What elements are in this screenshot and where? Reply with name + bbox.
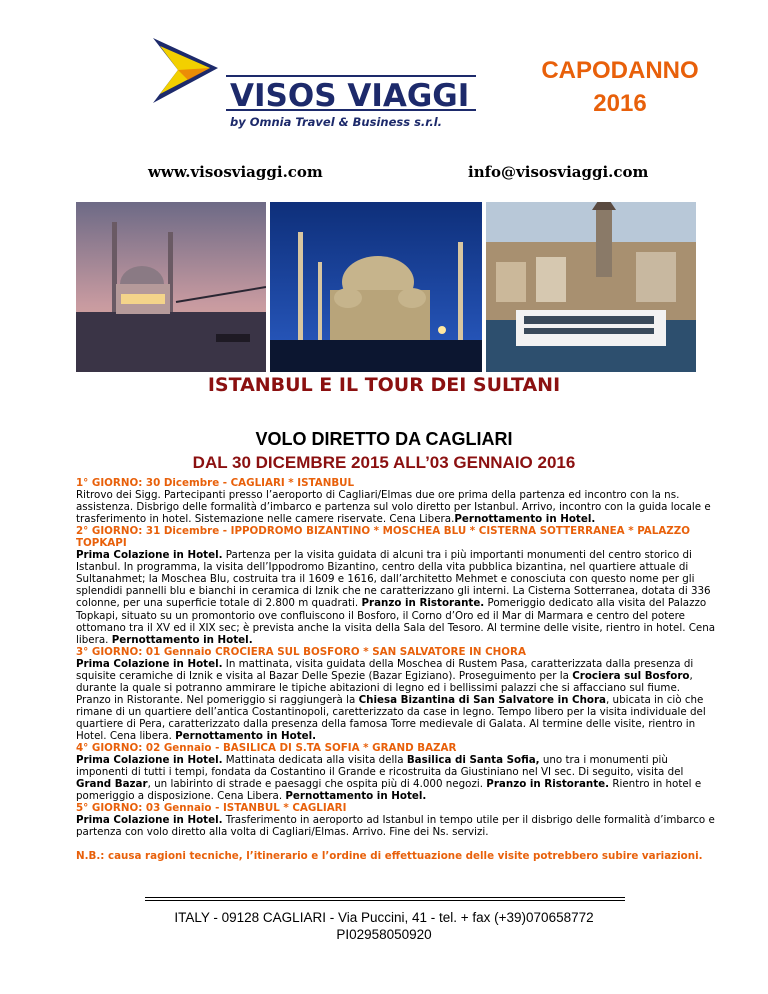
day5-text1: Trasferimento in aeroporto ad Istanbul in tempo utile per il disbrigo delle formalità d’imbarco e partenza con volo diretto alla volta di Cagliari/Elmas. Arrivo. Fine dei Ns. servizi. [76, 814, 715, 839]
event-title-line2: 2016 [593, 90, 647, 117]
logo-arrow-icon [148, 28, 478, 133]
footer-divider-2 [145, 900, 625, 902]
day1-text: Ritrovo dei Sigg. Partecipanti presso l’aeroporto di Cagliari/Elmas due ore prima della partenza ed incontro con la ns. assistenza. Disbrigo delle formalità d’imbarco e partenza sul volo diretto per Istanbul. Arrivo, incontro con la guida locale e trasferimento in hotel. Sistemazione nelle camere riservate. Cena Libera. [76, 489, 711, 526]
website-link[interactable]: www.visosviaggi.com [148, 163, 323, 181]
brand-name: VISOS VIAGGI [230, 78, 470, 114]
day4-bold1: Prima Colazione in Hotel. [76, 754, 223, 767]
day3-text1: In mattinata, visita guidata della Moschea di Rustem Pasa, caratterizzata dalla presenza di squisite ceramiche di Iznik e visita al Bazar Delle Spezie (Bazar Egiziano). Proseguimento per la [76, 657, 694, 682]
day2-text1: Partenza per la visita guidata di alcuni tra i più importanti monumenti del centro storico di Istanbul. In programma, la visita dell’Ippodromo Bizantino, centro della vita pubblica bizantina, nel quartiere attuale di Sultanahmet; la Moschea Blu, costruita tra il 1609 e 1616, dall’architetto Mehmet e conosciuta con questo nome per gli splendidi pannelli blu e bianchi in ceramica di Iznik che ne caratterizzano gli interni. La Cisterna Sotterranea, dotata di 336 colonne, per una superficie totale di 2.800 m quadrati. [76, 549, 711, 610]
day5-bold1: Prima Colazione in Hotel. [76, 814, 223, 827]
day2-bold3: Pernottamento in Hotel. [111, 633, 253, 646]
footer [0, 909, 768, 943]
galata-tower-ferry-photo-icon [486, 202, 696, 372]
photo-galata-ferry [486, 202, 696, 372]
day2-bold1: Prima Colazione in Hotel. [76, 549, 223, 562]
day3-bold2: Crociera sul Bosforo [572, 669, 690, 682]
date-title: DAL 30 DICEMBRE 2015 ALL’03 GENNAIO 2016 [192, 453, 576, 472]
day3-bold3: Chiesa Bizantina di San Salvatore in Chora [358, 693, 606, 706]
day4-bold2: Basilica di Santa Sofia, [406, 754, 540, 767]
day2-text2: Pomeriggio dedicato alla visita del Palazzo Topkapi, situato su un promontorio ove confluiscono il Bosforo, il Corno d’Oro ed il Mar di Marmara e centro del potere ottomano tra il XV ed il XIX sec; è prevista anche la visita della Sala del Tesoro. Al termine delle visite, rientro in hotel. Cena libera. [76, 597, 716, 646]
day4-text3: , un labirinto di strade e paesaggi che ospita più di 4.000 negozi. [147, 778, 487, 791]
photo-blue-mosque [270, 202, 482, 372]
itinerary [76, 477, 716, 862]
day4-bold4: Pranzo in Ristorante. [486, 778, 610, 791]
email-link[interactable]: info@visosviaggi.com [468, 163, 649, 181]
day3-title: 3° GIORNO: 01 Gennaio CROCIERA SUL BOSFORO * SAN SALVATORE IN CHORA [76, 645, 526, 658]
day4-title: 4° GIORNO: 02 Gennaio - BASILICA DI S.TA SOFIA * GRAND BAZAR [76, 742, 457, 755]
day3-section [76, 646, 716, 742]
day2-bold2: Pranzo in Ristorante. [361, 597, 485, 610]
day4-text2: uno tra i monumenti più imponenti di tutti i tempi, fondata da Costantino il Grande e ricostruita da Giustiniano nel VI sec. Di seguito, visita del [76, 754, 684, 779]
mosque-sunset-photo-icon [76, 202, 266, 372]
day1-title: 1° GIORNO: 30 Dicembre - CAGLIARI * ISTANBUL [76, 477, 355, 489]
main-title: ISTANBUL E IL TOUR DEI SULTANI [207, 374, 561, 396]
footer-vat: PI02958050920 [336, 927, 432, 942]
photo-mosque-sunset [76, 202, 266, 372]
day4-bold5: Pernottamento in Hotel. [285, 790, 427, 803]
footer-divider [145, 897, 625, 899]
day3-bold1: Prima Colazione in Hotel. [76, 657, 223, 670]
brand-sub: by Omnia Travel & Business s.r.l. [230, 115, 443, 129]
day3-text2: , durante la quale si potranno ammirare le tipiche abitazioni di legno ed i bellissimi palazzi che si affacciano sul fiume. Pranzo in Ristorante. Nel pomeriggio si raggiungerà la [76, 669, 693, 706]
day1-bold: Pernottamento in Hotel. [454, 513, 596, 526]
day4-text1: Mattinata dedicata alla visita della [222, 754, 407, 767]
day5-section [76, 802, 716, 838]
day4-bold3: Grand Bazar [76, 778, 148, 791]
day4-text4: Rientro in hotel e pomeriggio a disposizione. Cena Libera. [76, 778, 702, 803]
day1-section [76, 477, 716, 525]
note: N.B.: causa ragioni tecniche, l’itinerario e l’ordine di effettuazione delle visite potrebbero subire variazioni. [76, 850, 703, 863]
day5-title: 5° GIORNO: 03 Gennaio - ISTANBUL * CAGLIARI [76, 802, 347, 815]
sub-title: VOLO DIRETTO DA CAGLIARI [255, 429, 513, 449]
day2-title: 2° GIORNO: 31 Dicembre - IPPODROMO BIZANTINO * MOSCHEA BLU * CISTERNA SOTTERRANEA * PALAZZO TOPKAPI [76, 525, 690, 550]
day4-section [76, 742, 716, 802]
footer-address: ITALY - 09128 CAGLIARI - Via Puccini, 41 - tel. + fax (+39)070658772 [174, 910, 594, 925]
blue-mosque-night-photo-icon [270, 202, 482, 372]
day2-section [76, 525, 716, 645]
day3-bold4: Pernottamento in Hotel. [175, 729, 317, 742]
day3-text3: , ubicata in ciò che rimane di un quartiere dell’antica Costantinopoli, caretterizzato da case in legno. Tempo libero per la visita individuale del quartiere di Pera, caratterizzato dalla presenza della famosa Torre medievale di Galata. Al termine delle visite, rientro in Hotel. Cena libera. [76, 693, 706, 742]
company-logo [148, 28, 478, 133]
event-title-line1: CAPODANNO [541, 57, 699, 84]
